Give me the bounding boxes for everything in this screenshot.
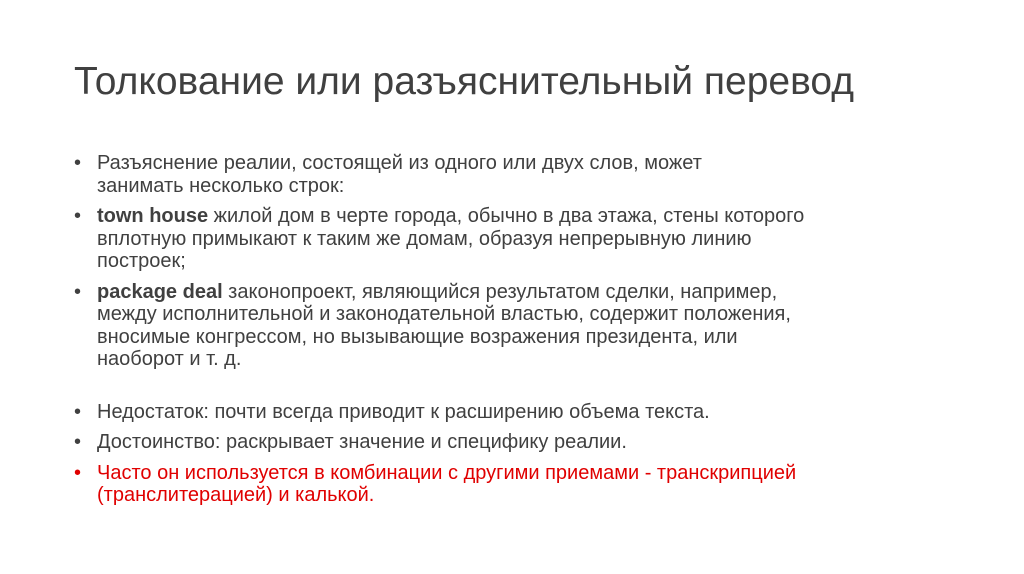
bullet-text-line: построек;: [97, 250, 186, 272]
bullet-item-town-house: [74, 205, 954, 273]
bullet-text-line: (транслитерацией) и калькой.: [97, 484, 375, 506]
bullet-list: [74, 152, 954, 515]
bullet-text-line: Разъяснение реалии, состоящей из одного или двух слов, может: [97, 152, 702, 174]
bullet-icon: •: [74, 431, 82, 453]
bullet-text-line: Часто он используется в комбинации с другими приемами - транскрипцией: [97, 461, 797, 484]
bullet-text-line: между исполнительной и законодательной властью, содержит положения,: [97, 303, 791, 325]
bullet-item-disadvantage: [74, 401, 954, 424]
bullet-item-explanation: [74, 152, 954, 197]
bullet-item-advantage: [74, 431, 954, 454]
bullet-text-line: Недостаток: почти всегда приводит к расширению объема текста.: [97, 400, 710, 423]
bullet-text-line: жилой дом в черте города, обычно в два этажа, стены которого: [208, 205, 805, 227]
bullet-icon: •: [74, 280, 82, 303]
bullet-icon: •: [74, 205, 82, 227]
bullet-icon: •: [74, 461, 82, 484]
bullet-text-line: вносимые конгрессом, но вызывающие возражения президента, или: [97, 325, 738, 348]
bullet-icon: •: [74, 400, 82, 423]
bullet-text-line: наоборот и т. д.: [97, 348, 242, 370]
bullet-item-combination-note: [74, 462, 954, 507]
bullet-icon: •: [74, 152, 82, 174]
bullet-text-line: занимать несколько строк:: [97, 174, 345, 197]
bullet-text-line: Достоинство: раскрывает значение и специфику реалии.: [97, 431, 627, 453]
bullet-item-package-deal: [74, 281, 954, 371]
term-town-house: town house: [97, 205, 209, 227]
slide-title: Толкование или разъяснительный перевод: [74, 60, 854, 103]
bullet-text-line: законопроект, являющийся результатом сделки, например,: [222, 280, 778, 303]
bullet-text-line: вплотную примыкают к таким же домам, образуя непрерывную линию: [97, 227, 752, 250]
term-package-deal: package deal: [97, 280, 223, 303]
